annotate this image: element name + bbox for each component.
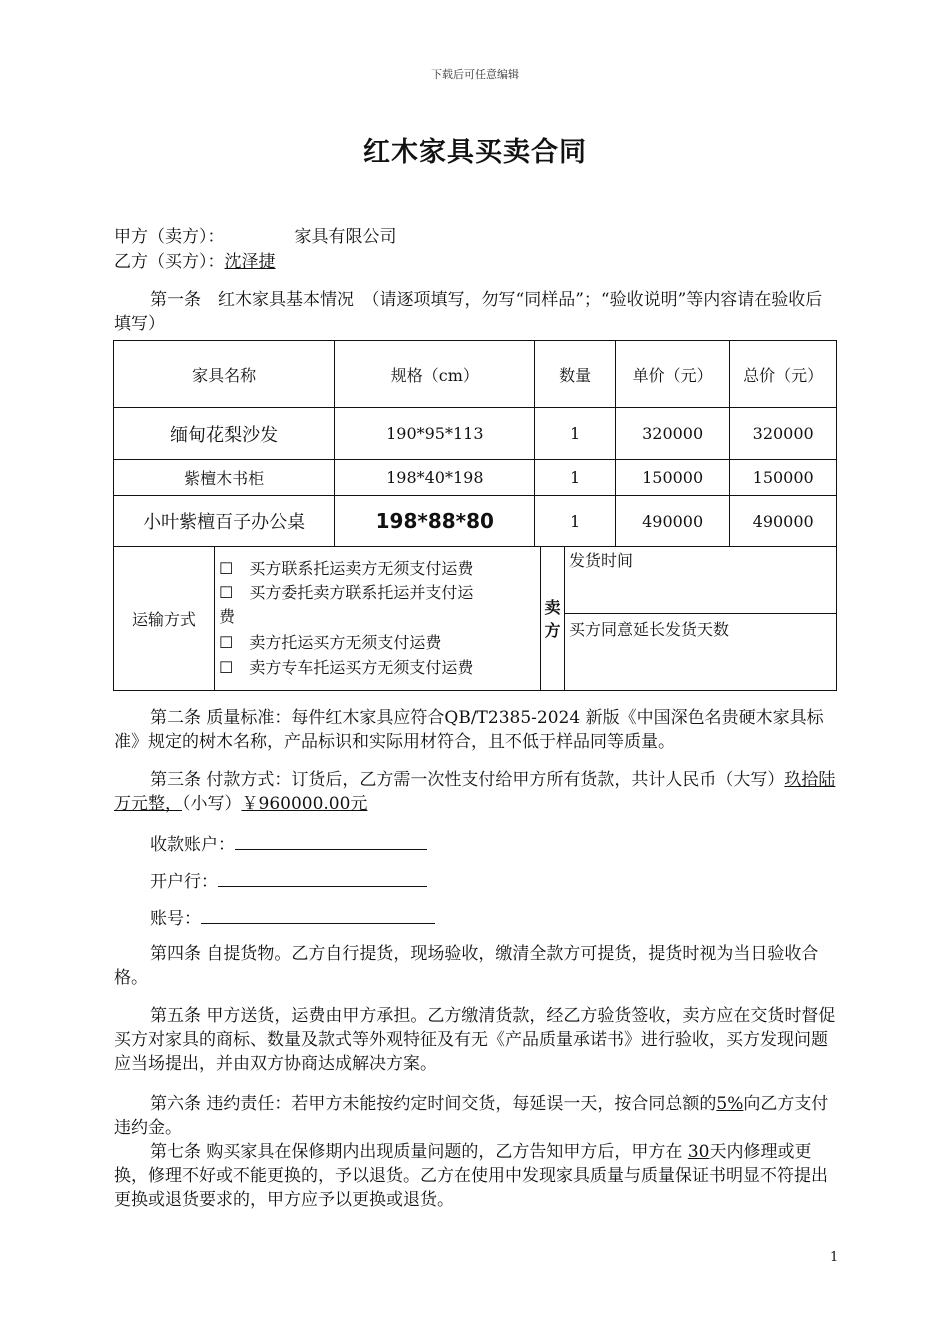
shipping-option-wrap: 费	[219, 607, 236, 626]
ship-time-field[interactable]: 发货时间	[565, 546, 836, 614]
page-number: 1	[830, 1250, 839, 1265]
article-3	[114, 768, 838, 816]
page-header: 下载后可任意编辑	[431, 68, 519, 81]
cell-spec: 198*40*198	[335, 460, 535, 496]
seller-label-1: 卖	[544, 598, 561, 617]
account-no-label: 账号：	[150, 909, 201, 929]
cell-unit-price: 490000	[615, 496, 730, 547]
bank-line	[150, 868, 427, 894]
account-name-label: 收款账户：	[150, 835, 235, 855]
extend-days-field[interactable]: 买方同意延长发货天数	[569, 620, 730, 639]
party-b-value: 沈泽捷	[224, 252, 276, 272]
party-a-value: 家具有限公司	[294, 227, 397, 247]
article-6	[114, 1092, 838, 1140]
article-3-prefix: 第三条 付款方式：订货后，乙方需一次性支付给甲方所有货款，共计人民币（大写）	[150, 770, 785, 790]
article-7	[114, 1140, 838, 1212]
table-row	[114, 408, 837, 460]
amount-in-figures: ￥960000.00元	[241, 794, 368, 814]
penalty-rate: 5%	[716, 1094, 744, 1114]
header-total: 总价（元）	[730, 341, 837, 408]
cell-total: 150000	[730, 460, 837, 496]
article-5: 第五条 甲方送货，运费由甲方承担。乙方缴清货款，经乙方验货签收，卖方应在交货时督促买方对家具的商标、数量及款式等外观特征及有无《产品质量承诺书》进行验收，买方发现问题应当场提出，并由双方协商达成解决方案。	[114, 1006, 836, 1074]
header-spec: 规格（cm）	[335, 341, 535, 408]
account-name-blank[interactable]	[235, 831, 427, 850]
cell-spec: 198*88*80	[335, 496, 535, 547]
article-2: 第二条 质量标准：每件红木家具应符合QB/T2385-2024 新版《中国深色名贵硬木家具标准》规定的树木名称，产品标识和实际用材符合，且不低于样品同等质量。	[114, 708, 824, 752]
table-row	[114, 460, 837, 496]
account-name-line	[150, 831, 427, 857]
shipping-label: 运输方式	[114, 546, 215, 690]
article-6-prefix: 第六条 违约责任：若甲方未能按约定时间交货，每延误一天，按合同总额的	[150, 1094, 717, 1114]
header-unit-price: 单价（元）	[615, 341, 730, 408]
cell-name: 缅甸花梨沙发	[114, 408, 335, 460]
cell-unit-price: 320000	[615, 408, 730, 460]
header-name: 家具名称	[114, 341, 335, 408]
bank-label: 开户行：	[150, 872, 218, 892]
cell-qty: 1	[535, 408, 615, 460]
table-header-row	[114, 341, 837, 408]
shipping-option-checkbox[interactable]: ☐ 买方委托卖方联系托运并支付运	[219, 583, 474, 602]
cell-total: 490000	[730, 496, 837, 547]
shipping-section	[113, 546, 837, 691]
table-row	[114, 496, 837, 547]
party-b-line	[114, 250, 276, 274]
seller-label	[541, 546, 565, 690]
contract-title: 红木家具买卖合同	[363, 137, 587, 168]
cell-qty: 1	[535, 496, 615, 547]
article-7-suffix: 天内修理或更换，修理不好或不能更换的，予以退货。乙方在使用中发现家具质量与质量保证书明显不符提出更换或退货要求的，甲方应予以更换或退货。	[114, 1142, 828, 1210]
cell-spec: 190*95*113	[335, 408, 535, 460]
article-3-mid: （小写）	[182, 794, 242, 814]
bank-blank[interactable]	[218, 868, 427, 887]
account-no-line	[150, 905, 435, 931]
amount-in-words: 玖拾陆万元整，	[114, 770, 836, 814]
shipping-option-checkbox[interactable]: ☐ 卖方托运买方无须支付运费	[219, 633, 442, 652]
cell-qty: 1	[535, 460, 615, 496]
shipping-options	[215, 546, 541, 690]
shipping-dates	[565, 546, 836, 690]
seller-label-2: 方	[544, 621, 561, 640]
header-qty: 数量	[535, 341, 615, 408]
party-a-line	[114, 225, 397, 249]
article-1: 第一条 红木家具基本情况 （请逐项填写，勿写“同样品”；“验收说明”等内容请在验收后填写）	[114, 290, 823, 334]
cell-unit-price: 150000	[615, 460, 730, 496]
article-6-suffix: 向乙方支付违约金。	[114, 1094, 829, 1138]
cell-name: 小叶紫檀百子办公桌	[114, 496, 335, 547]
article-4: 第四条 自提货物。乙方自行提货，现场验收，缴清全款方可提货，提货时视为当日验收合格。	[114, 944, 819, 988]
repair-days: 30	[687, 1142, 710, 1162]
party-b-label: 乙方（买方）：	[114, 252, 225, 272]
furniture-table	[113, 340, 837, 547]
article-7-prefix: 第七条 购买家具在保修期内出现质量问题的，乙方告知甲方后，甲方在	[150, 1142, 688, 1162]
shipping-option-checkbox[interactable]: ☐ 卖方专车托运买方无须支付运费	[219, 658, 474, 677]
cell-total: 320000	[730, 408, 837, 460]
account-no-blank[interactable]	[201, 905, 435, 924]
party-a-label: 甲方（卖方）：	[114, 227, 225, 247]
cell-name: 紫檀木书柜	[114, 460, 335, 496]
shipping-option-checkbox[interactable]: ☐ 买方联系托运卖方无须支付运费	[219, 559, 474, 578]
